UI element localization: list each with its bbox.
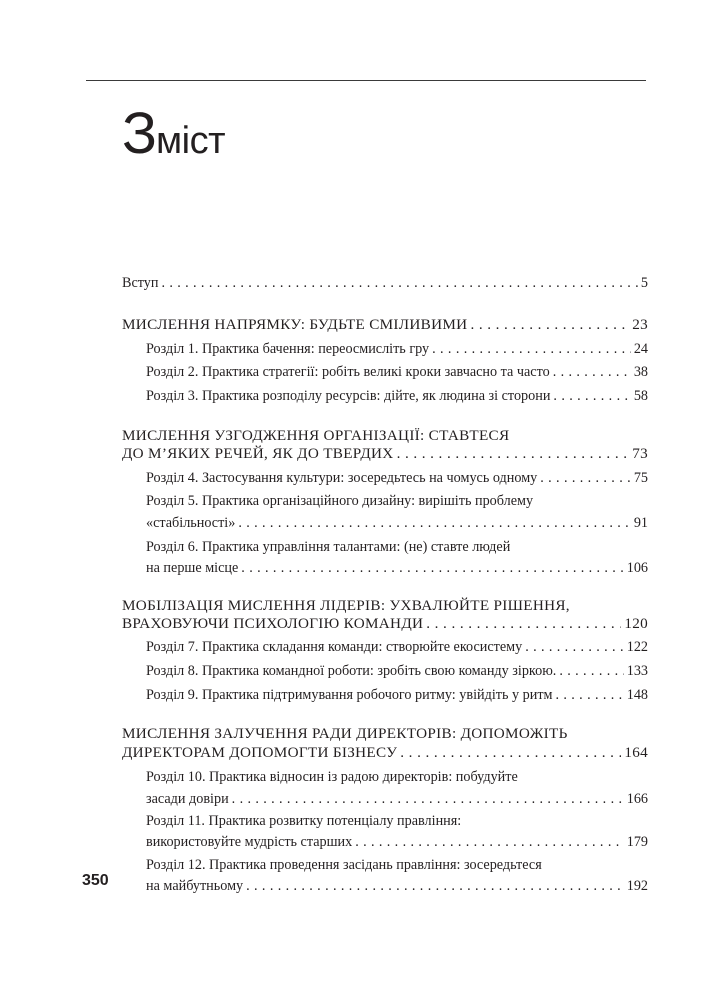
toc-page-number: 148 — [626, 687, 648, 703]
toc-page-number: 5 — [640, 275, 648, 291]
toc-chapter-4[interactable] — [146, 468, 648, 488]
toc-entry-title: Розділ 4. Застосування культури: зосередьтесь на чомусь одному — [146, 470, 538, 486]
toc-entry-title: «стабільності» — [146, 515, 236, 531]
toc-section-title: ДИРЕКТОРАМ ДОПОМОГТИ БІЗНЕСУ — [122, 744, 398, 761]
toc-chapter-6-line1[interactable]: Розділ 6. Практика управління талантами: (не) ставте людей — [146, 539, 511, 555]
toc-section-title: МИСЛЕННЯ НАПРЯМКУ: БУДЬТЕ СМІЛИВИМИ — [122, 316, 468, 333]
toc-chapter-10[interactable] — [146, 789, 648, 809]
toc-chapter-5-line1[interactable]: Розділ 5. Практика організаційного дизайну: вирішіть проблему — [146, 493, 534, 509]
toc-page-number: 75 — [633, 470, 648, 486]
toc-section-3[interactable] — [122, 614, 648, 634]
dot-leader — [559, 661, 623, 681]
title-rest: міст — [156, 120, 226, 162]
toc-entry-title: Розділ 7. Практика складання команди: створюйте екосистему — [146, 639, 523, 655]
dot-leader — [556, 685, 624, 705]
toc-page-number: 133 — [626, 663, 648, 679]
toc-page-number: 73 — [632, 445, 648, 462]
toc-section-4[interactable] — [122, 743, 648, 763]
toc-chapter-11-line1[interactable]: Розділ 11. Практика розвитку потенціалу правління: — [146, 813, 462, 829]
toc-page-number: 122 — [626, 639, 648, 655]
dot-leader — [232, 789, 624, 809]
dot-leader — [432, 339, 631, 359]
toc-page-number: 38 — [633, 364, 648, 380]
toc-chapter-3[interactable] — [146, 386, 648, 406]
toc-chapter-8[interactable] — [146, 661, 648, 681]
dot-leader — [470, 315, 629, 335]
dot-leader — [553, 362, 631, 382]
dot-leader — [540, 468, 631, 488]
toc-section-3-line1[interactable]: МОБІЛІЗАЦІЯ МИСЛЕННЯ ЛІДЕРІВ: УХВАЛЮЙТЕ РІШЕННЯ, — [122, 597, 570, 614]
toc-chapter-5[interactable] — [146, 513, 648, 533]
toc-page-number: 24 — [633, 341, 648, 357]
toc-page-number: 23 — [632, 316, 648, 333]
toc-section-title: ВРАХОВУЮЧИ ПСИХОЛОГІЮ КОМАНДИ — [122, 615, 424, 632]
dot-leader — [241, 558, 623, 578]
dot-leader — [525, 637, 624, 657]
title-initial: З — [122, 101, 157, 166]
toc-entry-title: засади довіри — [146, 791, 229, 807]
toc-page-number: 179 — [626, 834, 648, 850]
toc-chapter-9[interactable] — [146, 685, 648, 705]
toc-page-number: 120 — [624, 615, 648, 632]
toc-page-number: 166 — [626, 791, 648, 807]
dot-leader — [355, 832, 624, 852]
toc-section-2-line1[interactable]: МИСЛЕННЯ УЗГОДЖЕННЯ ОРГАНІЗАЦІЇ: СТАВТЕСЯ — [122, 427, 510, 444]
toc-chapter-2[interactable] — [146, 362, 648, 382]
toc-chapter-1[interactable] — [146, 339, 648, 359]
dot-leader — [246, 876, 624, 896]
dot-leader — [238, 513, 630, 533]
toc-chapter-12-line1[interactable]: Розділ 12. Практика проведення засідань правління: зосередьтеся — [146, 857, 542, 873]
toc-chapter-6[interactable] — [146, 558, 648, 578]
toc-page-number: 192 — [626, 878, 648, 894]
toc-section-4-line1[interactable]: МИСЛЕННЯ ЗАЛУЧЕННЯ РАДИ ДИРЕКТОРІВ: ДОПОМОЖІТЬ — [122, 725, 568, 742]
toc-entry-title: Розділ 8. Практика командної роботи: зробіть свою команду зіркою. — [146, 663, 557, 679]
toc-chapter-7[interactable] — [146, 637, 648, 657]
toc-page-number: 91 — [633, 515, 648, 531]
toc-page-number: 58 — [633, 388, 648, 404]
dot-leader — [397, 444, 630, 464]
dot-leader — [426, 614, 621, 634]
toc-entry-title: Вступ — [122, 275, 159, 291]
toc-entry-title: використовуйте мудрість старших — [146, 834, 353, 850]
toc-entry-intro[interactable] — [122, 273, 648, 293]
toc-entry-title: Розділ 1. Практика бачення: переосмисліть гру — [146, 341, 430, 357]
toc-entry-title: на перше місце — [146, 560, 239, 576]
toc-section-title: ДО М’ЯКИХ РЕЧЕЙ, ЯК ДО ТВЕРДИХ — [122, 445, 394, 462]
toc-section-1[interactable] — [122, 315, 648, 335]
toc-entry-title: на майбутньому — [146, 878, 244, 894]
toc-chapter-12[interactable] — [146, 876, 648, 896]
toc-entry-title: Розділ 9. Практика підтримування робочого ритму: увійдіть у ритм — [146, 687, 553, 703]
dot-leader — [400, 743, 621, 763]
dot-leader — [161, 273, 637, 293]
toc-chapter-10-line1[interactable]: Розділ 10. Практика відносин із радою директорів: побудуйте — [146, 769, 518, 785]
toc-page-number: 164 — [624, 744, 648, 761]
toc-entry-title: Розділ 2. Практика стратегії: робіть великі кроки завчасно та часто — [146, 364, 550, 380]
toc-section-2[interactable] — [122, 444, 648, 464]
toc-entry-title: Розділ 3. Практика розподілу ресурсів: дійте, як людина зі сторони — [146, 388, 551, 404]
dot-leader — [553, 386, 630, 406]
page-number: 350 — [82, 872, 109, 889]
toc-page-number: 106 — [626, 560, 648, 576]
toc-chapter-11[interactable] — [146, 832, 648, 852]
